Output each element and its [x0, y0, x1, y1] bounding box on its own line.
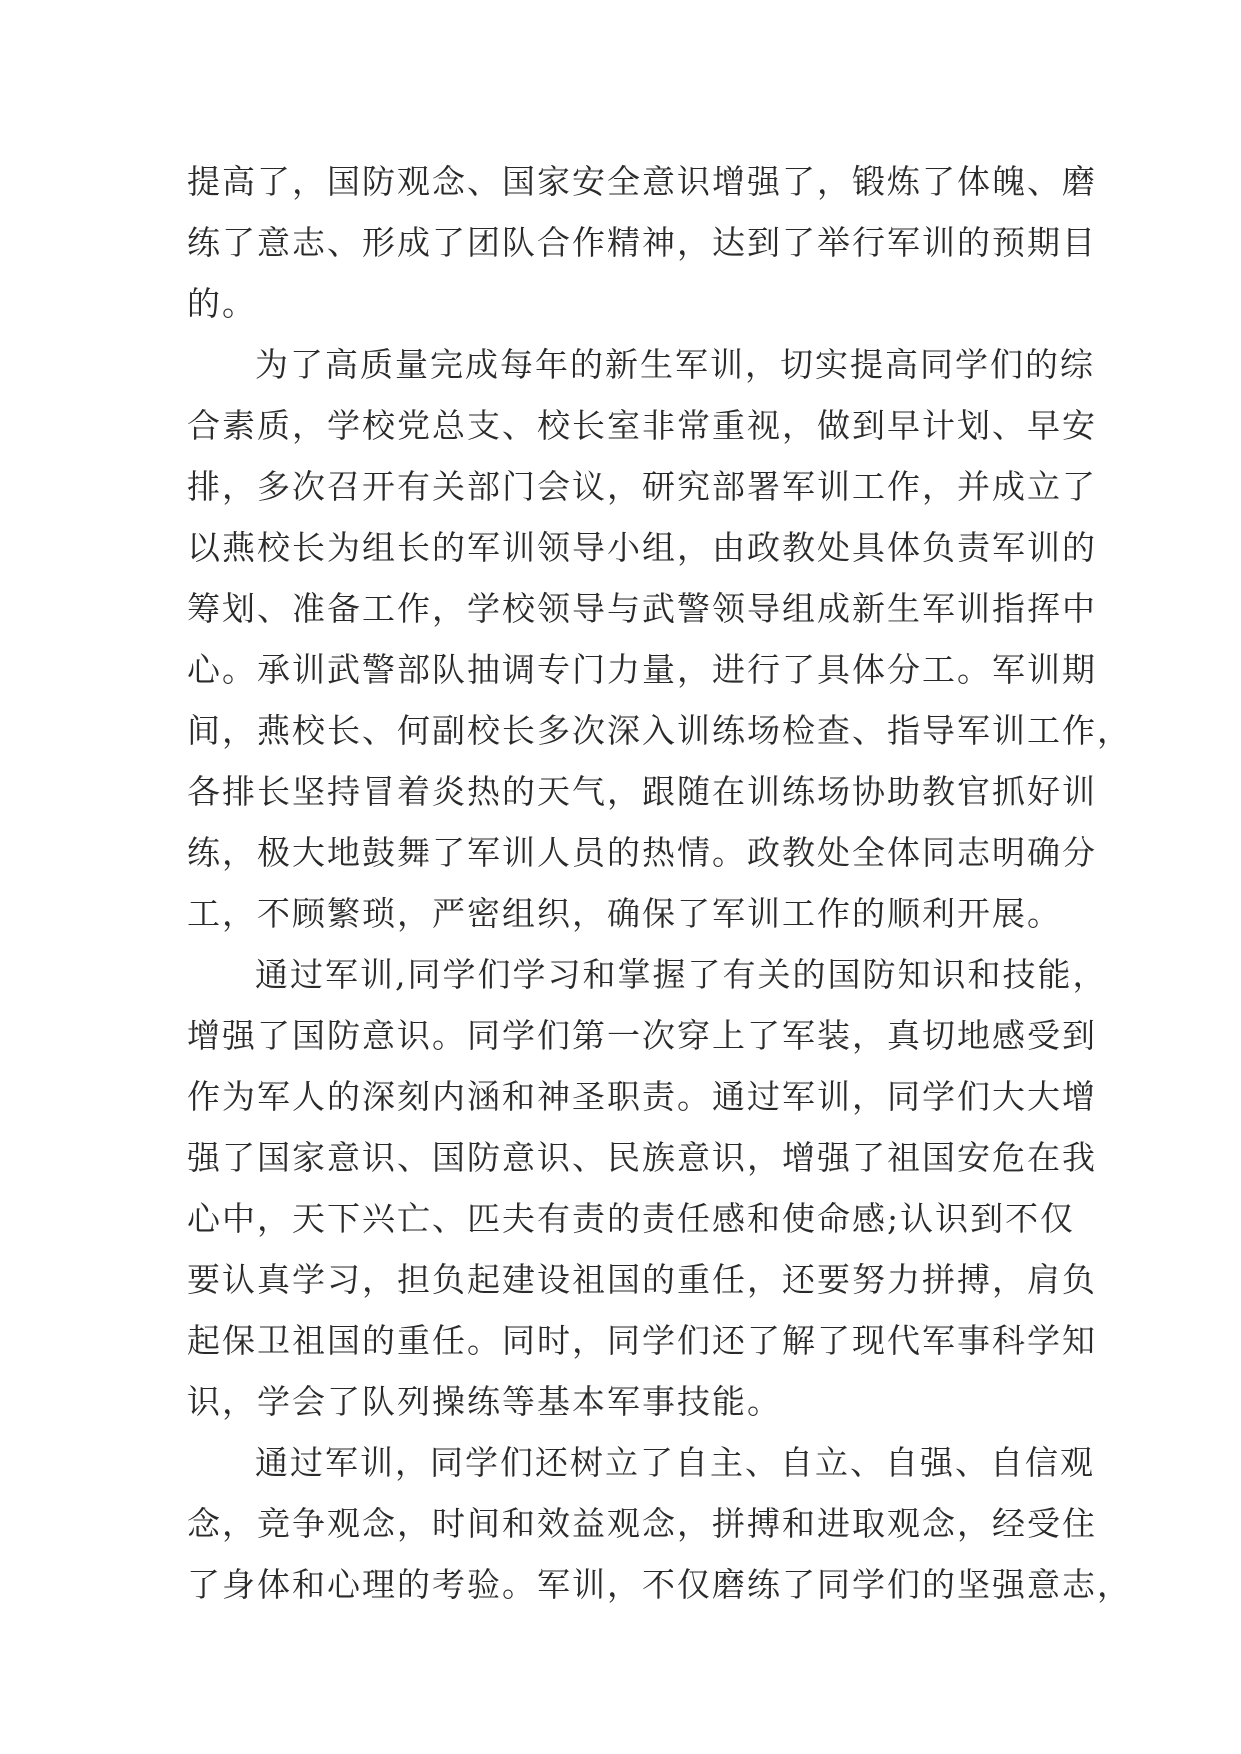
- text-line: 起保卫祖国的重任。同时，同学们还了解了现代军事科学知: [187, 1321, 1097, 1360]
- text-line: 要认真学习，担负起建设祖国的重任，还要努力拼搏，肩负: [187, 1260, 1097, 1299]
- text-line: 练，极大地鼓舞了军训人员的热情。政教处全体同志明确分: [187, 833, 1097, 872]
- text-line: 合素质，学校党总支、校长室非常重视，做到早计划、早安: [187, 406, 1097, 445]
- paragraph: [187, 944, 1108, 1432]
- text-line: 为了高质量完成每年的新生军训，切实提高同学们的综: [255, 345, 1095, 384]
- text-line: 的。: [187, 284, 257, 323]
- text-line: 增强了国防意识。同学们第一次穿上了军装，真切地感受到: [187, 1016, 1097, 1055]
- text-line: 练了意志、形成了团队合作精神，达到了举行军训的预期目: [187, 223, 1097, 262]
- paragraph: [187, 334, 1132, 944]
- text-line: 筹划、准备工作，学校领导与武警领导组成新生军训指挥中: [187, 589, 1097, 628]
- text-line: 强了国家意识、国防意识、民族意识，增强了祖国安危在我: [187, 1138, 1097, 1177]
- text-line: 心。承训武警部队抽调专门力量，进行了具体分工。军训期: [187, 650, 1097, 689]
- document-body: [187, 151, 1132, 1615]
- text-line: 通过军训,同学们学习和掌握了有关的国防知识和技能，: [255, 955, 1108, 994]
- paragraph: [187, 1432, 1132, 1615]
- text-line: 念，竞争观念，时间和效益观念，拼搏和进取观念，经受住: [187, 1504, 1097, 1543]
- text-line: 作为军人的深刻内涵和神圣职责。通过军训，同学们大大增: [187, 1077, 1097, 1116]
- text-line: 工，不顾繁琐，严密组织，确保了军训工作的顺利开展。: [187, 894, 1062, 933]
- text-line: 通过军训，同学们还树立了自主、自立、自强、自信观: [255, 1443, 1095, 1482]
- text-line: 以燕校长为组长的军训领导小组，由政教处具体负责军训的: [187, 528, 1097, 567]
- text-line: 各排长坚持冒着炎热的天气，跟随在训练场协助教官抓好训: [187, 772, 1097, 811]
- text-line: 心中，天下兴亡、匹夫有责的责任感和使命感;认识到不仅: [187, 1199, 1076, 1238]
- paragraph: [187, 151, 1097, 334]
- text-line: 了身体和心理的考验。军训，不仅磨练了同学们的坚强意志，: [187, 1565, 1132, 1604]
- text-line: 识，学会了队列操练等基本军事技能。: [187, 1382, 782, 1421]
- text-line: 间，燕校长、何副校长多次深入训练场检查、指导军训工作，: [187, 711, 1132, 750]
- text-line: 排，多次召开有关部门会议，研究部署军训工作，并成立了: [187, 467, 1097, 506]
- text-line: 提高了，国防观念、国家安全意识增强了，锻炼了体魄、磨: [187, 162, 1097, 201]
